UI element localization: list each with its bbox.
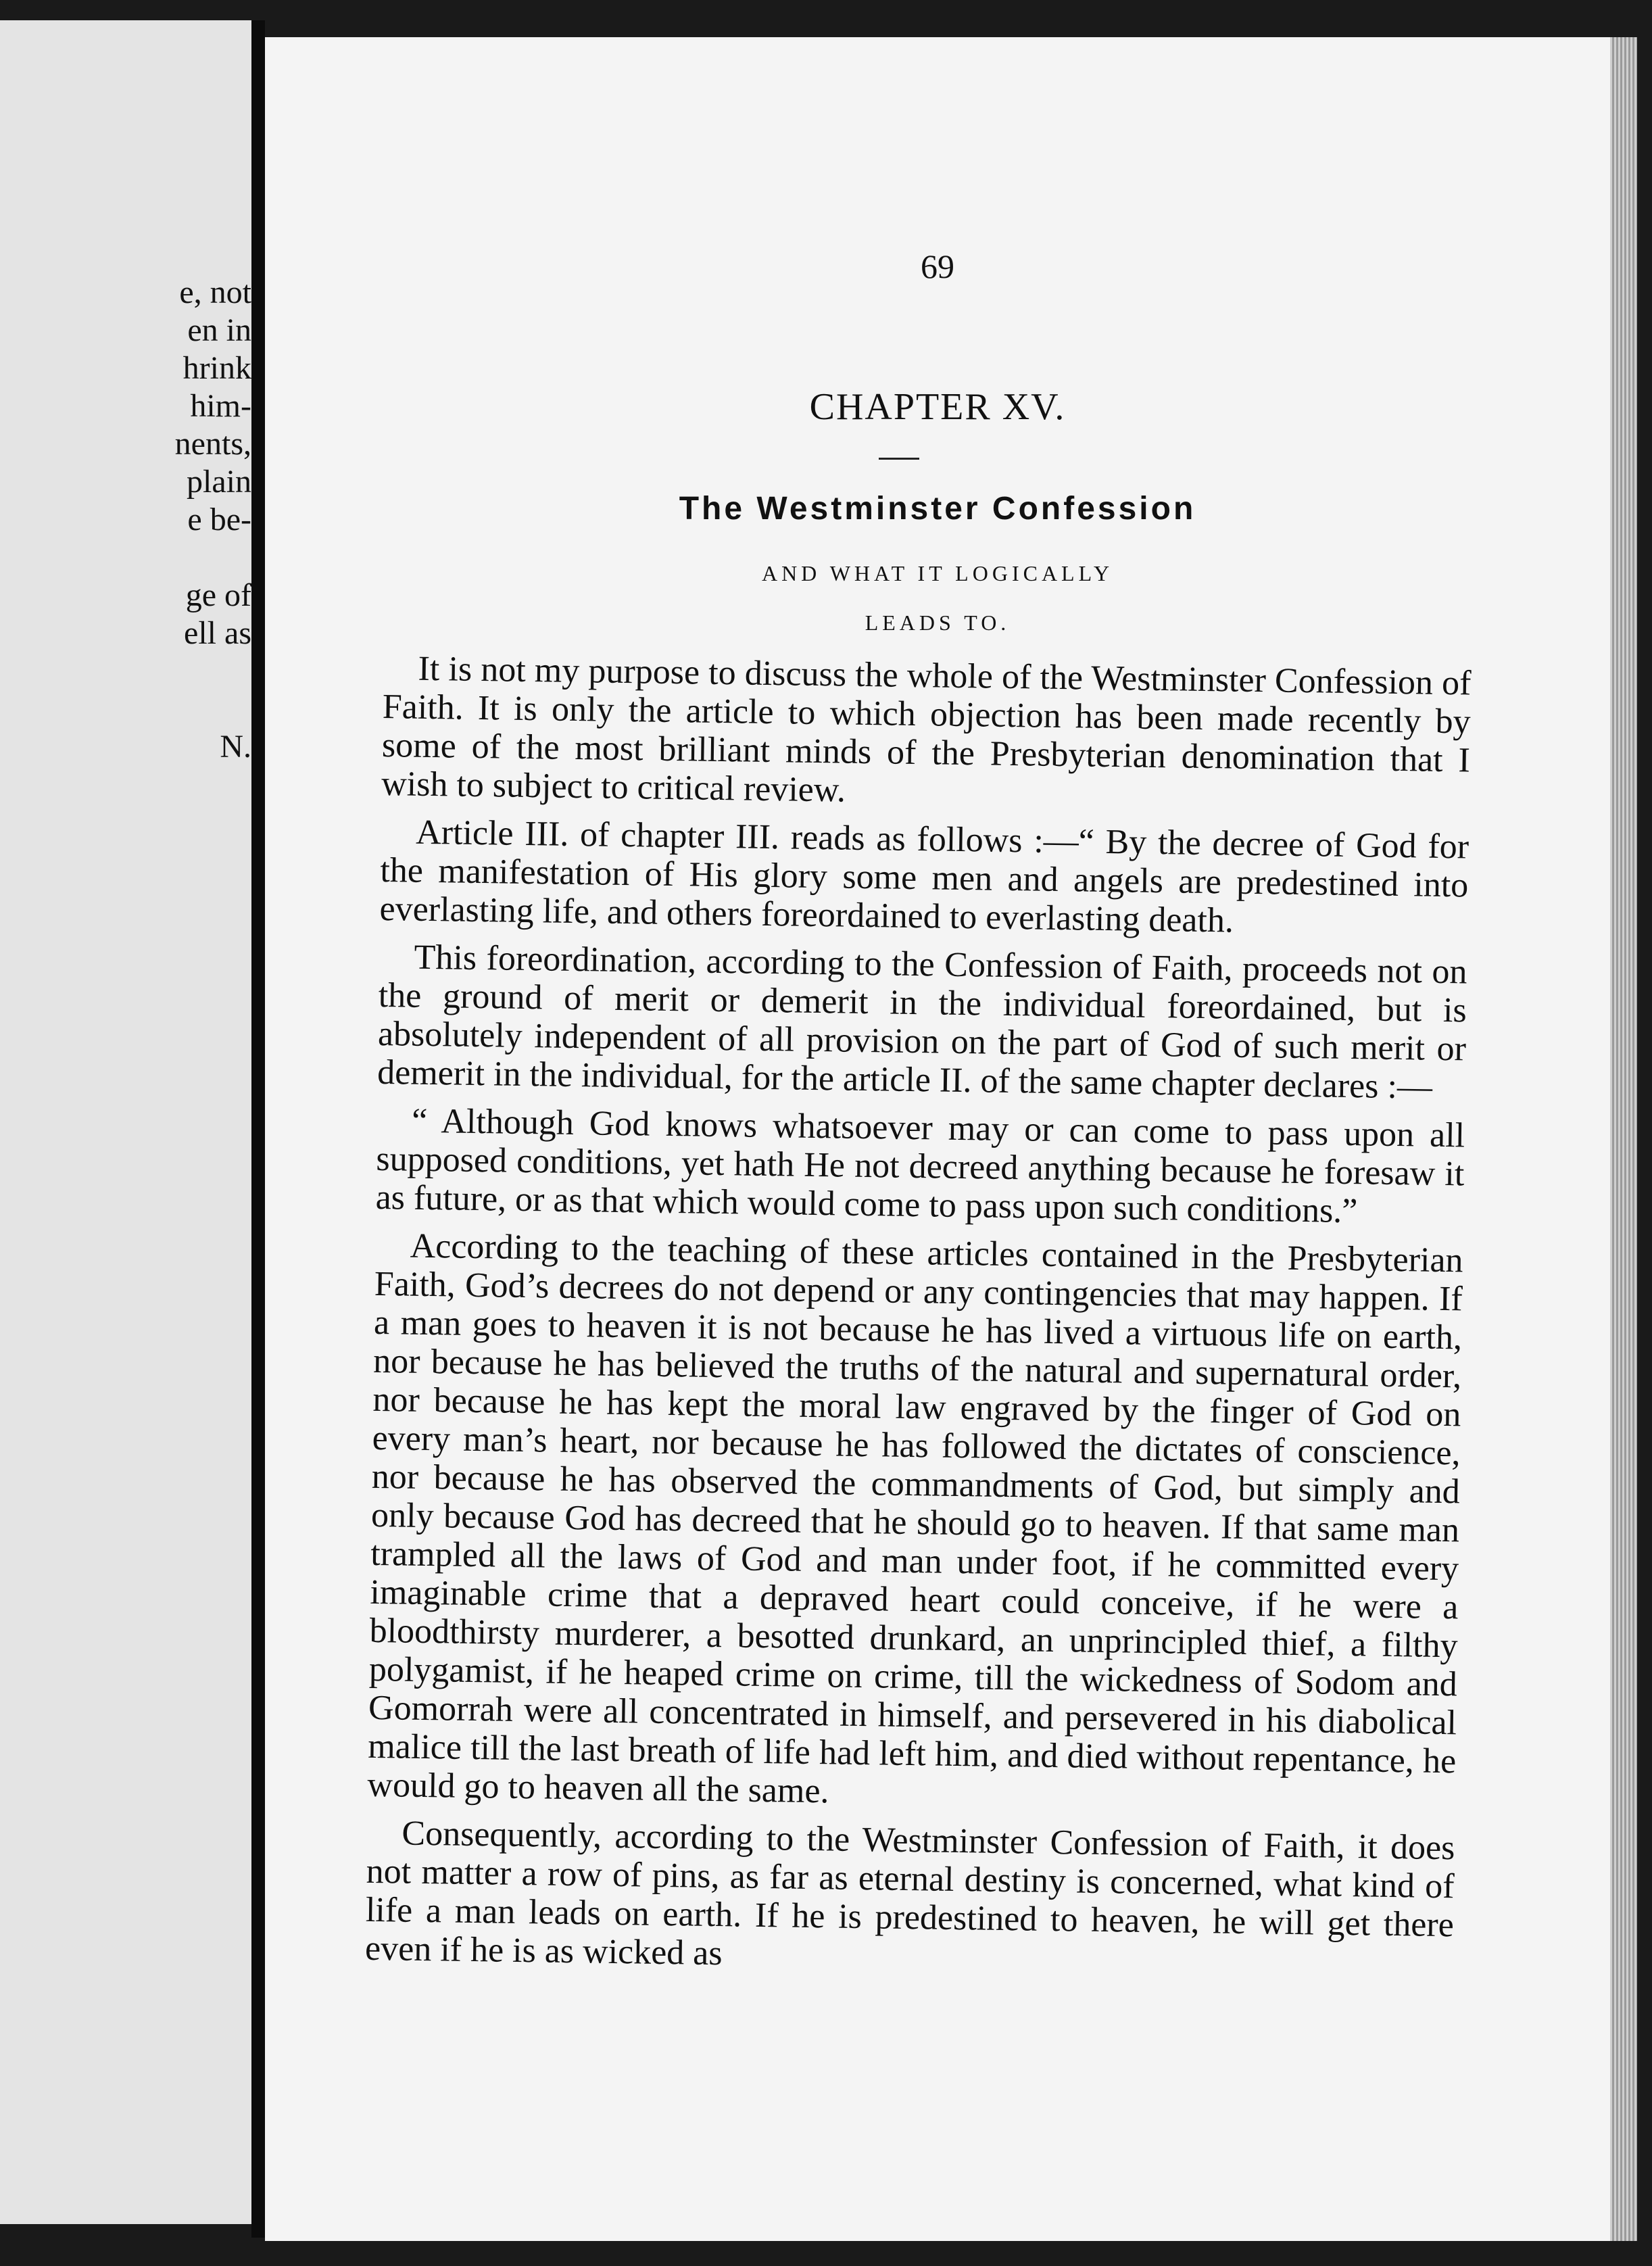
left-line-gap: [0, 690, 251, 728]
paragraph: It is not my purpose to discuss the whole of the Westminster Confession of Faith. It is only the article to which objection has been made recently by some of the most brilliant minds of the Presbyterian denomination that I wish to subject to critical review.: [381, 649, 1472, 810]
right-page: [265, 37, 1610, 2241]
page-stack-edge: [1610, 37, 1637, 2241]
body-text: [365, 649, 1472, 1992]
left-line: ell as: [184, 615, 251, 651]
left-line-gap: [0, 539, 251, 577]
left-page-fragment: [0, 20, 251, 2224]
left-line: plain: [187, 464, 251, 500]
paragraph: Consequently, according to the Westminster Confession of Faith, it does not matter a row of pins, as far as eternal destiny is concerned, what kind of life a man leads on earth. If he is predestined to heaven, he will get there even if he is as wicked as: [364, 1814, 1455, 1973]
chapter-subtitle-line1: AND WHAT IT LOGICALLY: [761, 561, 1114, 585]
left-line: N.: [220, 729, 251, 765]
book-gutter: [251, 20, 265, 2238]
left-line-gap: [0, 652, 251, 690]
left-line: ge of: [185, 577, 251, 613]
left-line: en in: [187, 312, 251, 348]
paragraph: This foreordination, according to the Confession of Faith, proceeds not on the ground of merit or demerit in the individual foreordained, but is absolutely independent of all provision on the part of God of such merit or demerit in the individual, for the article II. of the same chapter declares :—: [376, 938, 1467, 1107]
left-page-text-edge: [0, 274, 251, 766]
left-line: nents,: [174, 426, 251, 462]
page-number: 69: [921, 247, 954, 285]
left-line: him-: [190, 388, 251, 424]
heading-rule: [879, 458, 919, 460]
left-line: hrink: [183, 350, 251, 386]
chapter-subtitle-line2: LEADS TO.: [865, 610, 1011, 635]
chapter-title: The Westminster Confession: [679, 491, 1196, 527]
chapter-heading: CHAPTER XV.: [809, 386, 1066, 428]
left-line: e, not: [179, 274, 251, 310]
paragraph: Article III. of chapter III. reads as follows :—“ By the decree of God for the manifestation of His glory some men and angels are predestined into everlasting life, and others foreordained to everlasting death.: [379, 813, 1469, 940]
paragraph: “ Although God knows whatsoever may or can come to pass upon all supposed conditions, yet hath He not decreed anything because he foresaw it as future, or as that which would come to pass upon such conditions.”: [375, 1101, 1465, 1231]
left-line: e be-: [187, 502, 251, 537]
paragraph: According to the teaching of these articles contained in the Presbyterian Faith, God’s decrees do not depend or any contingencies that may happen. If a man goes to heaven it is not because he has lived a virtuous life on earth, nor because he has believed the truths of the natural and supernatural order, nor because he has kept the moral law engraved by the finger of God on every man’s heart, nor because he has followed the dictates of conscience, nor because he has observed the commandments of God, but simply and only because God has decreed that he should go to heaven. If that same man trampled all the laws of God and man under foot, if he committed every imaginable crime that a depraved heart could conceive, if he were a bloodthirsty murderer, a besotted drunkard, an unprincipled thief, a filthy polygamist, if he heaped crime on crime, till the wickedness of Sodom and Gomorrah were all concentrated in himself, and persevered in his diabolical malice till the last breath of life had left him, and died without repentance, he would go to heaven all the same.: [367, 1226, 1463, 1811]
